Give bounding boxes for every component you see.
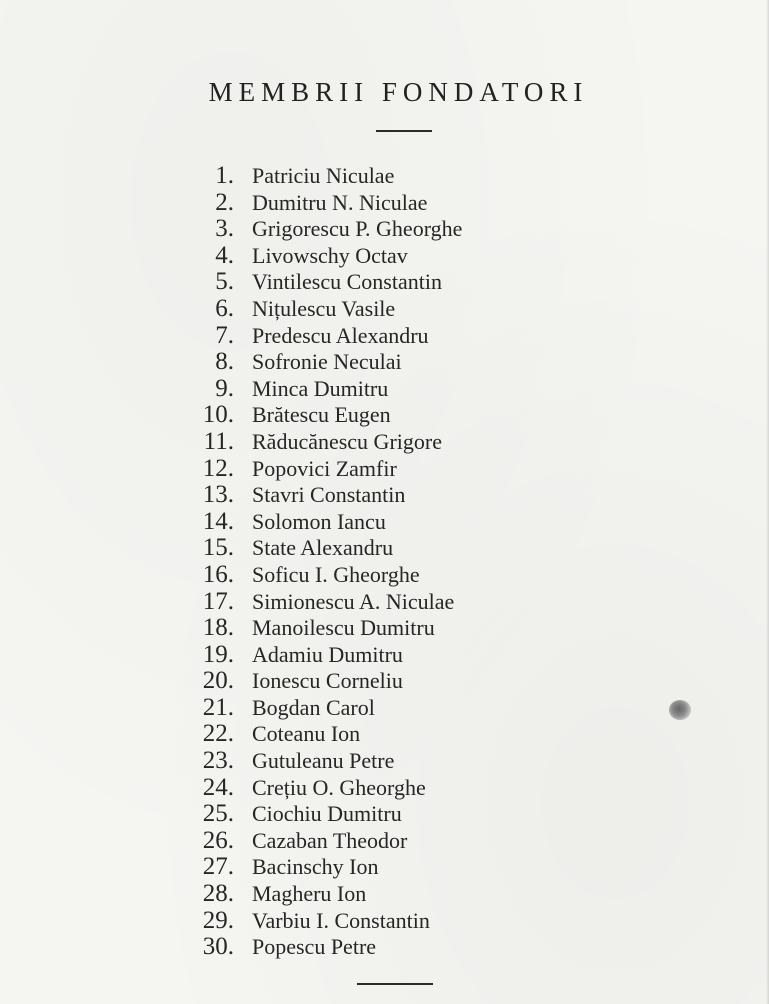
member-name: Minca Dumitru bbox=[252, 375, 389, 401]
member-number: 19. bbox=[202, 640, 234, 668]
member-number: 24. bbox=[202, 773, 234, 801]
member-number: 5. bbox=[215, 268, 234, 296]
member-row bbox=[0, 269, 769, 296]
member-row bbox=[0, 535, 769, 562]
member-name: Livowschy Octav bbox=[252, 242, 408, 268]
member-name: Popescu Petre bbox=[252, 934, 377, 960]
member-number: 11. bbox=[203, 427, 234, 455]
member-name: Varbiu I. Constantin bbox=[252, 907, 430, 933]
ink-stain bbox=[669, 700, 691, 720]
member-row bbox=[0, 509, 769, 536]
member-row bbox=[0, 163, 769, 190]
member-name: Adamiu Dumitru bbox=[252, 641, 403, 667]
member-row bbox=[0, 323, 769, 350]
member-name: Solomon Iancu bbox=[252, 508, 386, 534]
member-row bbox=[0, 562, 769, 589]
member-name: Ionescu Corneliu bbox=[252, 668, 403, 694]
member-name: Vintilescu Constantin bbox=[252, 269, 442, 295]
member-number: 25. bbox=[202, 800, 234, 828]
member-name: Cazaban Theodor bbox=[252, 827, 408, 853]
member-name: Dumitru N. Niculae bbox=[252, 189, 428, 215]
member-row bbox=[0, 908, 769, 935]
member-number: 3. bbox=[215, 215, 234, 243]
member-name: Ciochiu Dumitru bbox=[252, 801, 402, 827]
member-number: 16. bbox=[202, 560, 234, 588]
member-number: 8. bbox=[215, 348, 234, 376]
member-number: 28. bbox=[202, 880, 234, 908]
member-number: 21. bbox=[202, 693, 234, 721]
bottom-divider bbox=[357, 983, 433, 985]
member-row bbox=[0, 376, 769, 403]
member-number: 4. bbox=[215, 241, 234, 269]
member-row bbox=[0, 854, 769, 881]
member-name: Stavri Constantin bbox=[252, 482, 406, 508]
member-name: Soficu I. Gheorghe bbox=[252, 561, 420, 587]
member-number: 20. bbox=[202, 667, 234, 695]
member-name: Nițulescu Vasile bbox=[252, 295, 396, 321]
member-number: 15. bbox=[202, 534, 234, 562]
member-name: Predescu Alexandru bbox=[252, 322, 429, 348]
member-row bbox=[0, 216, 769, 243]
member-row bbox=[0, 695, 769, 722]
member-row bbox=[0, 828, 769, 855]
member-name: Brătescu Eugen bbox=[252, 402, 391, 428]
member-number: 1. bbox=[215, 162, 234, 189]
member-row bbox=[0, 349, 769, 376]
member-row bbox=[0, 429, 769, 456]
member-name: Popovici Zamfir bbox=[252, 455, 397, 481]
member-row bbox=[0, 296, 769, 323]
member-row bbox=[0, 243, 769, 270]
member-row bbox=[0, 615, 769, 642]
member-number: 23. bbox=[202, 747, 234, 775]
member-row bbox=[0, 668, 769, 695]
member-name: Gutuleanu Petre bbox=[252, 748, 395, 774]
member-row bbox=[0, 801, 769, 828]
member-row bbox=[0, 775, 769, 802]
member-number: 13. bbox=[202, 481, 234, 509]
member-number: 22. bbox=[202, 720, 234, 748]
member-name: Sofronie Neculai bbox=[252, 349, 402, 375]
member-name: Patriciu Niculae bbox=[252, 163, 395, 188]
member-name: Crețiu O. Gheorghe bbox=[252, 774, 426, 800]
member-row bbox=[0, 589, 769, 616]
member-name: Bogdan Carol bbox=[252, 694, 375, 720]
member-number: 7. bbox=[215, 321, 234, 349]
member-row bbox=[0, 881, 769, 908]
member-name: Simionescu A. Niculae bbox=[252, 588, 455, 614]
member-number: 17. bbox=[202, 587, 234, 615]
member-name: Manoilescu Dumitru bbox=[252, 615, 435, 641]
member-number: 30. bbox=[202, 933, 234, 961]
member-row bbox=[0, 748, 769, 775]
member-name: Coteanu Ion bbox=[252, 721, 361, 747]
member-name: Bacinschy Ion bbox=[252, 854, 379, 880]
member-name: Magheru Ion bbox=[252, 881, 367, 907]
member-name: Grigorescu P. Gheorghe bbox=[252, 216, 463, 242]
member-row bbox=[0, 482, 769, 509]
member-row bbox=[0, 721, 769, 748]
founding-members-list bbox=[0, 163, 769, 961]
member-number: 14. bbox=[202, 507, 234, 535]
member-number: 10. bbox=[202, 401, 234, 429]
member-number: 9. bbox=[215, 374, 234, 402]
title-divider bbox=[376, 130, 432, 132]
member-number: 27. bbox=[202, 853, 234, 881]
member-row bbox=[0, 402, 769, 429]
member-number: 6. bbox=[215, 294, 234, 322]
member-number: 18. bbox=[202, 614, 234, 642]
member-row bbox=[0, 934, 769, 961]
member-number: 26. bbox=[202, 826, 234, 854]
member-row bbox=[0, 456, 769, 483]
member-name: Răducănescu Grigore bbox=[252, 428, 442, 454]
member-number: 2. bbox=[215, 188, 234, 216]
page-title: MEMBRII FONDATORI bbox=[208, 77, 589, 107]
member-number: 12. bbox=[202, 454, 234, 482]
member-name: State Alexandru bbox=[252, 535, 394, 561]
member-row bbox=[0, 190, 769, 217]
member-number: 29. bbox=[202, 906, 234, 934]
member-row bbox=[0, 642, 769, 669]
